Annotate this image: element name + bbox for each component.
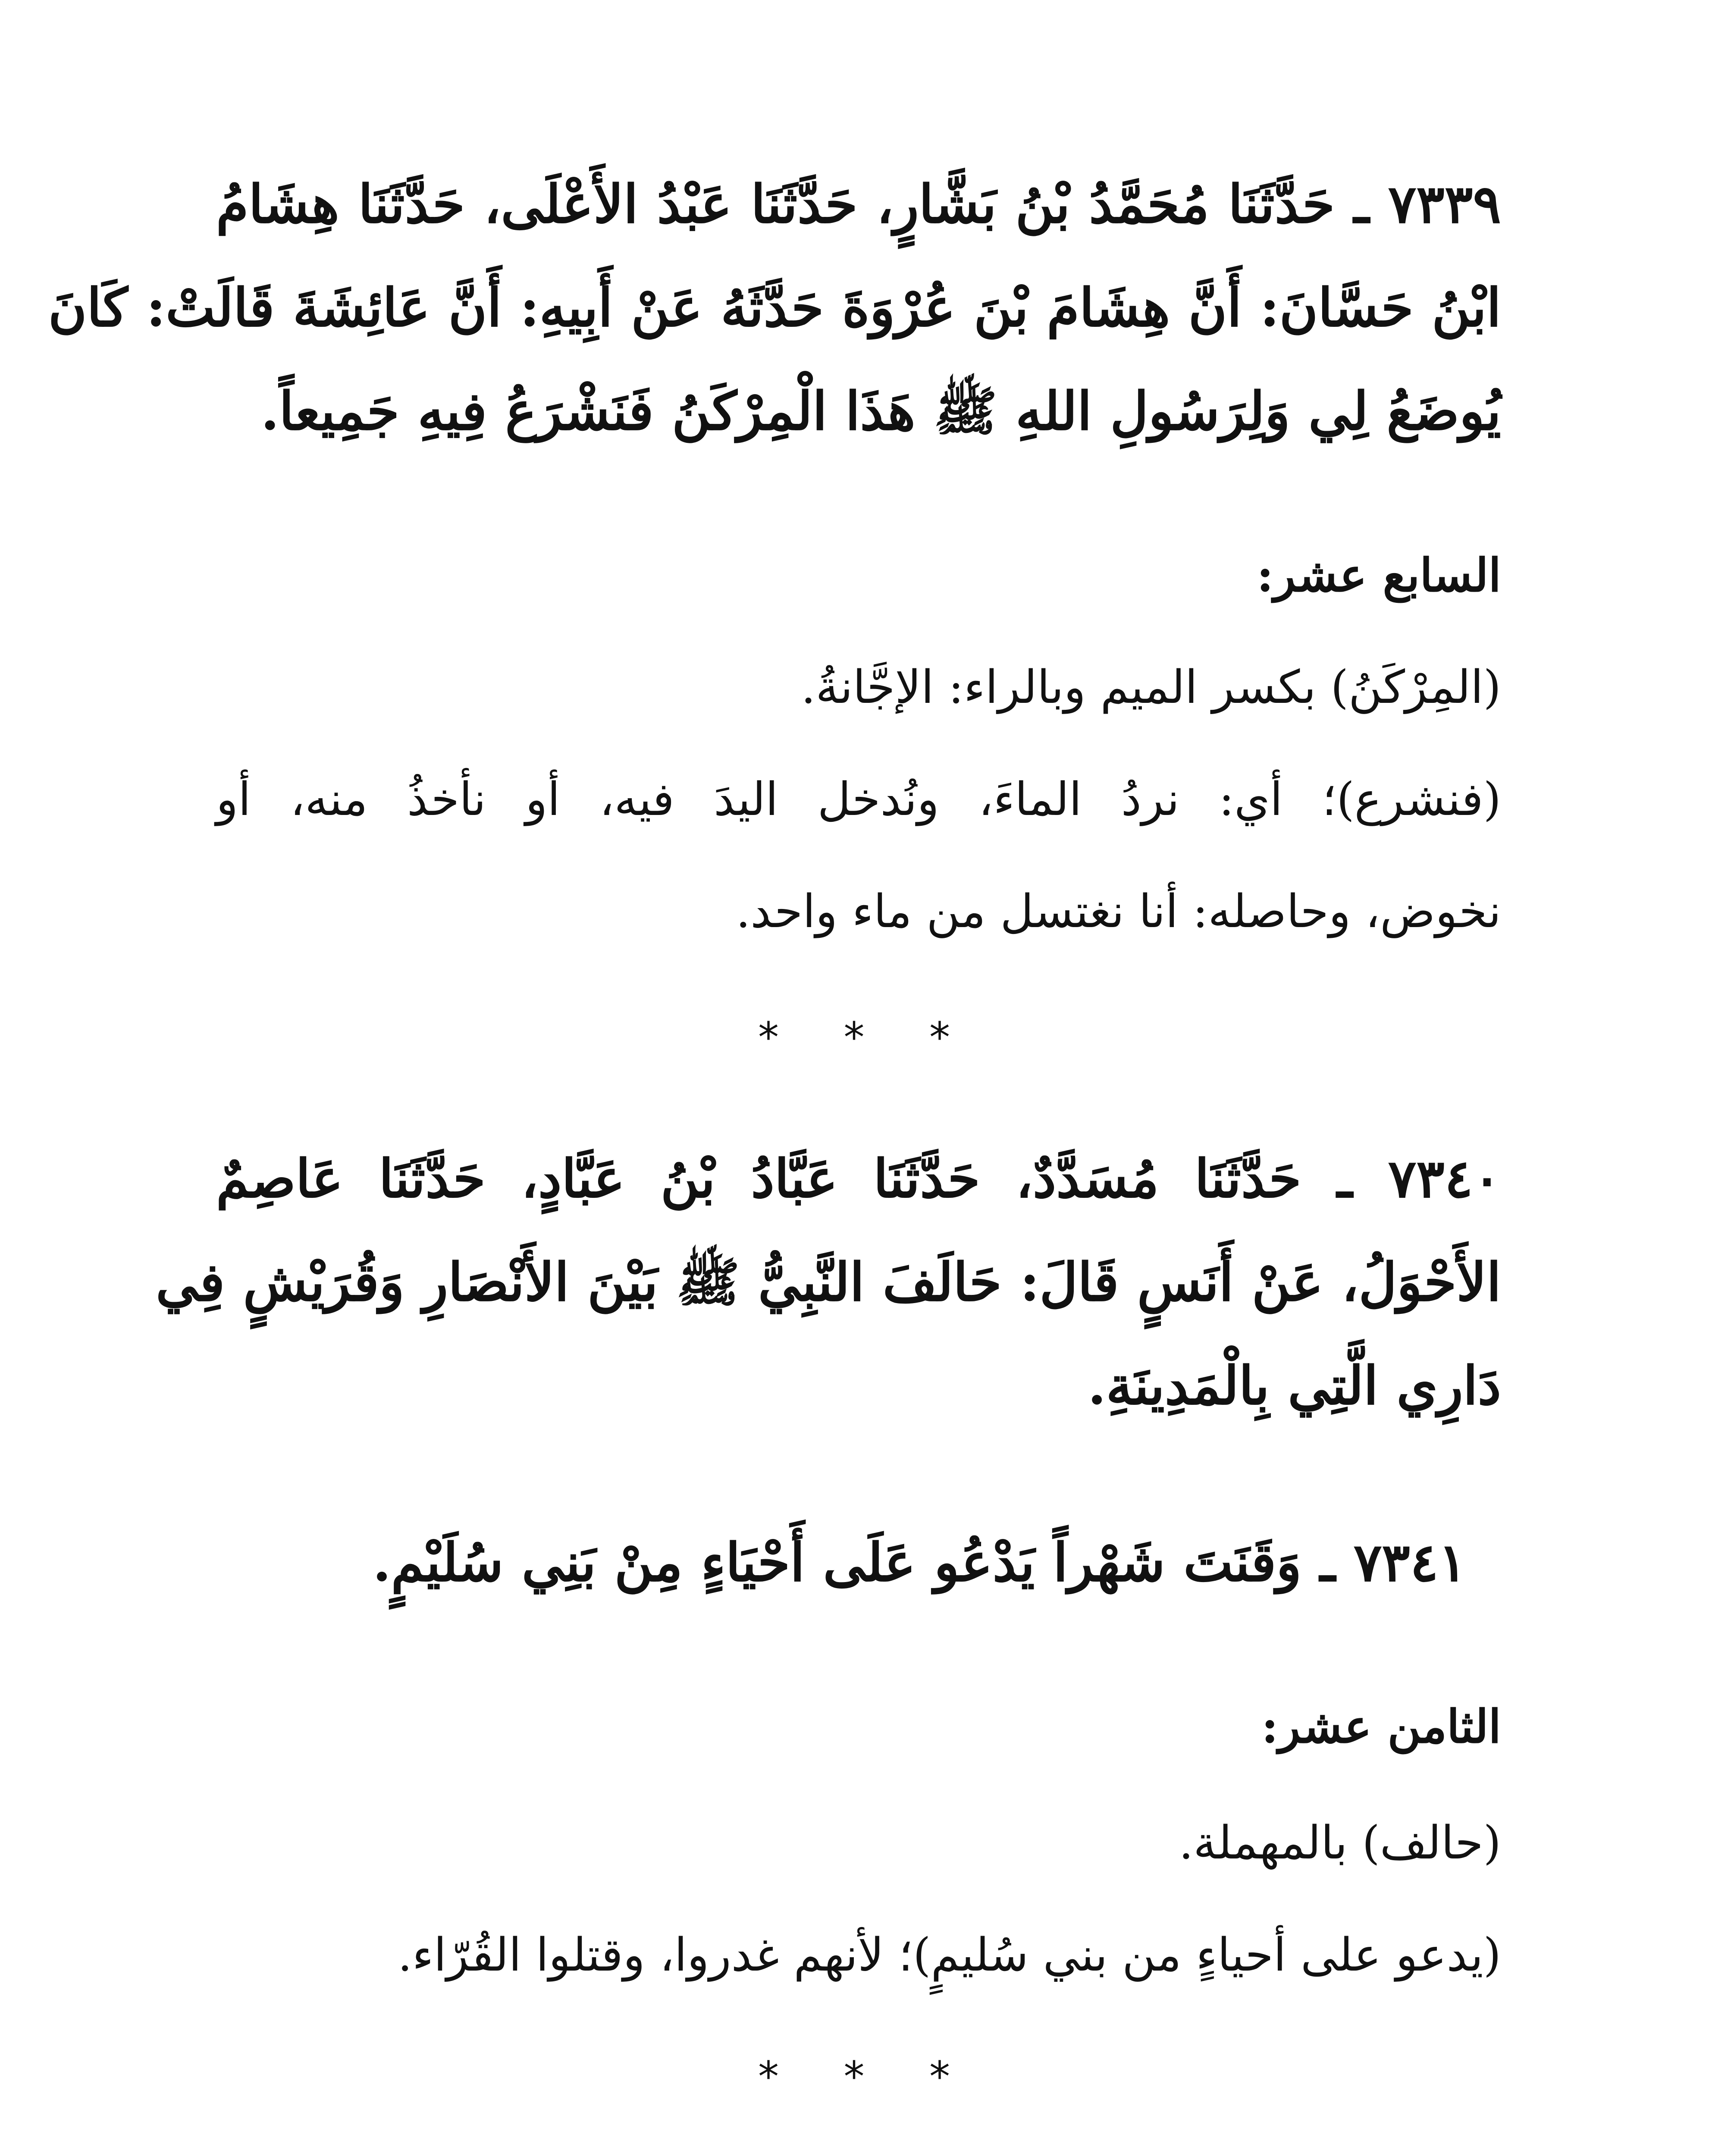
commentary-17-line-2: (فنشرع)؛ أي: نردُ الماءَ، ونُدخل اليدَ فيه، أو نأخذُ منه، أو <box>216 773 1501 826</box>
hadith-7340-line-2: الأَحْوَلُ، عَنْ أَنَسٍ قَالَ: حَالَفَ النَّبِيُّ ﷺ بَيْنَ الأَنْصَارِ وَقُرَيْشٍ فِي <box>156 1251 1501 1313</box>
commentary-18-line-2: (يدعو على أحياءٍ من بني سُليمٍ)؛ لأنهم غدروا، وقتلوا القُرّاء. <box>398 1928 1501 1981</box>
hadith-7339-line-3: يُوضَعُ لِي وَلِرَسُولِ اللهِ ﷺ هَذَا الْمِرْكَنُ فَنَشْرَعُ فِيهِ جَمِيعاً. <box>260 380 1501 442</box>
hadith-7339-line-2: ابْنُ حَسَّانَ: أَنَّ هِشَامَ بْنَ عُرْوَةَ حَدَّثَهُ عَنْ أَبِيهِ: أَنَّ عَائِشَةَ قَالَتْ: كَانَ <box>48 276 1501 338</box>
commentary-18-line-1: (حالف) بالمهملة. <box>1179 1816 1501 1869</box>
hadith-7341-line-1: ٧٣٤١ ـ وَقَنَتَ شَهْراً يَدْعُو عَلَى أَحْيَاءٍ مِنْ بَنِي سُلَيْمٍ. <box>373 1531 1467 1593</box>
hadith-7340-line-1: ٧٣٤٠ ـ حَدَّثَنَا مُسَدَّدٌ، حَدَّثَنَا عَبَّادُ بْنُ عَبَّادٍ، حَدَّثَنَا عَاصِمٌ <box>216 1147 1501 1210</box>
hadith-7339-line-1: ٧٣٣٩ ـ حَدَّثَنَا مُحَمَّدُ بْنُ بَشَّارٍ، حَدَّثَنَا عَبْدُ الأَعْلَى، حَدَّثَنَا هِشَامُ <box>216 173 1501 235</box>
commentary-heading-17: السابع عشر: <box>1257 548 1501 602</box>
commentary-heading-18: الثامن عشر: <box>1261 1699 1501 1753</box>
hadith-7340-line-3: دَارِي الَّتِي بِالْمَدِينَةِ. <box>1088 1354 1501 1416</box>
section-separator-1: * * * <box>758 1013 976 1062</box>
section-separator-2: * * * <box>758 2053 976 2101</box>
commentary-17-line-1: (المِرْكَنُ) بكسر الميم وبالراء: الإجَّانةُ. <box>801 661 1501 714</box>
commentary-17-line-3: نخوض، وحاصله: أنا نغتسل من ماء واحد. <box>736 885 1501 938</box>
